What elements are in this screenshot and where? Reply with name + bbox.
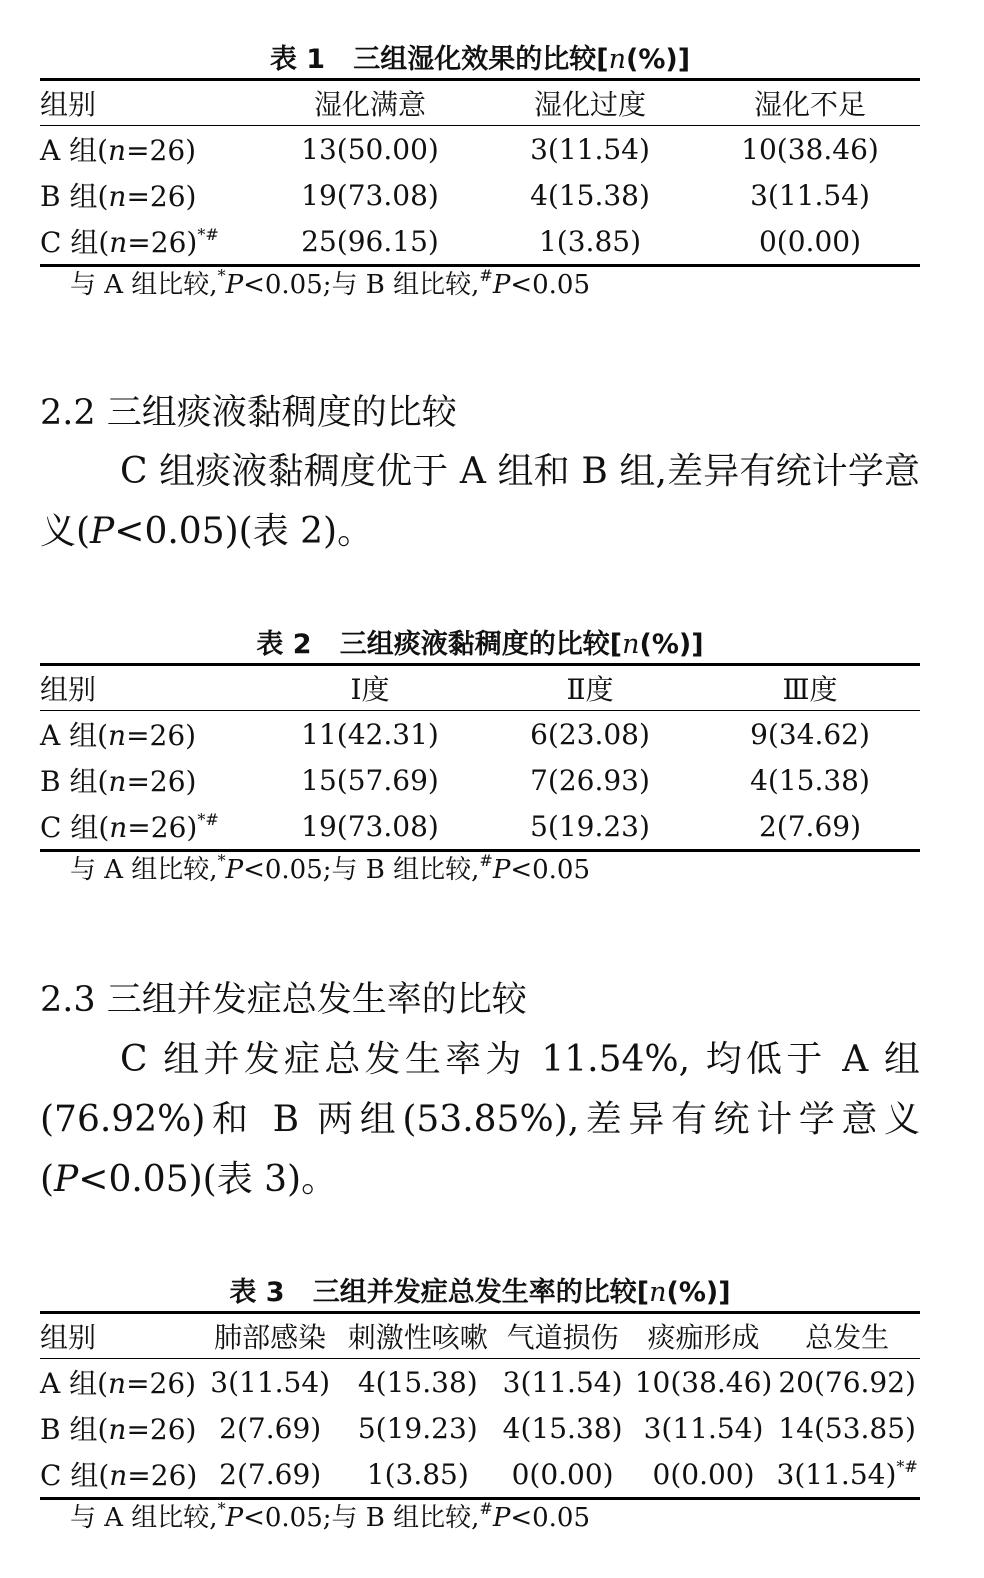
value-cell: 0(0.00) [511, 1457, 614, 1491]
value-cell: 7(26.93) [530, 763, 650, 797]
table3-header-cell: 组别 [40, 1313, 197, 1359]
section22-paragraph: C 组痰液黏稠度优于 A 组和 B 组,差异有统计学意义(P<0.05)(表 2)。 [40, 451, 920, 552]
value-cell: 20(76.92) [778, 1365, 916, 1399]
value-cell: 9(34.62) [750, 717, 870, 751]
table2-header-cell: Ⅰ度 [260, 665, 480, 711]
value-cell: 4(15.38) [502, 1411, 623, 1445]
table1-header-cell: 湿化不足 [700, 80, 920, 126]
value-cell: 2(7.69) [219, 1411, 322, 1445]
value-cell: 10(38.46) [741, 132, 879, 166]
table2-header-row [40, 665, 920, 711]
table1-block [40, 42, 920, 303]
value-cell: 2(7.69) [219, 1457, 322, 1491]
group-cell: B 组(n=26) [40, 180, 197, 213]
group-cell: C 组(n=26)*# [40, 225, 219, 259]
table3-header-cell: 痰痂形成 [633, 1313, 775, 1359]
table2 [40, 663, 920, 852]
table-row [40, 1359, 920, 1406]
table2-note: 与 A 组比较,*P<0.05;与 B 组比较,#P<0.05 [70, 851, 591, 885]
table1-caption [40, 42, 920, 78]
value-cell: 0(0.00) [652, 1457, 755, 1491]
value-cell: 5(19.23) [530, 809, 650, 843]
table-row [40, 1405, 920, 1451]
value-cell: 13(50.00) [301, 132, 439, 166]
value-cell: 11(42.31) [301, 717, 439, 751]
table-row [40, 803, 920, 851]
table3-header-row [40, 1313, 920, 1359]
table-row [40, 711, 920, 758]
table1 [40, 78, 920, 267]
value-cell: 3(11.54) [643, 1411, 764, 1445]
group-cell: B 组(n=26) [40, 1413, 197, 1446]
table-row [40, 1451, 920, 1499]
value-cell: 1(3.85) [366, 1457, 469, 1491]
table-row [40, 218, 920, 266]
table3-caption: 表 3 三组并发症总发生率的比较[n(%)] [229, 1277, 731, 1308]
table-row [40, 172, 920, 218]
value-cell: 1(3.85) [538, 224, 641, 258]
table3-header-cell: 刺激性咳嗽 [343, 1313, 492, 1359]
value-cell: 10(38.46) [634, 1365, 773, 1399]
value-cell: 4(15.38) [750, 763, 870, 797]
value-cell: 3(11.54) [750, 178, 870, 212]
group-cell: A 组(n=26) [40, 134, 197, 167]
value-cell: 3(11.54)*# [776, 1456, 918, 1491]
table3-header-cell: 总发生 [774, 1313, 920, 1359]
value-cell: 25(96.15) [301, 224, 439, 258]
section22-heading: 2.2 三组痰液黏稠度的比较 [40, 393, 457, 433]
value-cell: 3(11.54) [210, 1365, 331, 1399]
table1-header-cell: 湿化过度 [480, 80, 700, 126]
group-cell: C 组(n=26)*# [40, 810, 219, 844]
value-cell: 14(53.85) [778, 1411, 916, 1445]
group-cell: A 组(n=26) [40, 1367, 197, 1400]
table1-caption-n: n [608, 44, 627, 75]
table3-header-cell: 气道损伤 [492, 1313, 632, 1359]
table2-header-cell: Ⅲ度 [700, 665, 920, 711]
table3-header-cell: 肺部感染 [197, 1313, 343, 1359]
table2-header-cell: Ⅱ度 [480, 665, 700, 711]
table3-note: 与 A 组比较,*P<0.05;与 B 组比较,#P<0.05 [70, 1499, 591, 1533]
value-cell: 19(73.08) [301, 809, 439, 843]
table2-block [40, 627, 920, 888]
group-cell: B 组(n=26) [40, 765, 197, 798]
table3-block [40, 1275, 920, 1536]
table1-header-cell: 湿化满意 [260, 80, 480, 126]
table2-header-cell: 组别 [40, 665, 260, 711]
table1-caption-tail: (%)] [626, 44, 691, 75]
table1-caption-text: 三组湿化效果的比较[ [353, 44, 609, 75]
value-cell: 3(11.54) [530, 132, 650, 166]
value-cell: 19(73.08) [301, 178, 439, 212]
section23-paragraph: C 组并发症总发生率为 11.54%, 均低于 A 组(76.92%)和 B 两组(53.85%),差异有统计学意义(P<0.05)(表 3)。 [40, 1039, 920, 1200]
table-row [40, 126, 920, 173]
value-cell: 4(15.38) [530, 178, 650, 212]
value-cell: 15(57.69) [301, 763, 439, 797]
value-cell: 5(19.23) [357, 1411, 478, 1445]
table3 [40, 1311, 920, 1500]
table1-caption-label: 表 1 [269, 44, 326, 75]
value-cell: 2(7.69) [758, 809, 861, 843]
value-cell: 3(11.54) [502, 1365, 623, 1399]
group-cell: A 组(n=26) [40, 719, 197, 752]
table2-caption: 表 2 三组痰液黏稠度的比较[n(%)] [256, 629, 704, 660]
value-cell: 4(15.38) [357, 1365, 478, 1399]
value-cell: 6(23.08) [530, 717, 650, 751]
table1-header-cell: 组别 [40, 80, 260, 126]
group-cell: C 组(n=26) [40, 1459, 198, 1492]
table1-note: 与 A 组比较,*P<0.05;与 B 组比较,#P<0.05 [70, 266, 591, 300]
section23-heading: 2.3 三组并发症总发生率的比较 [40, 980, 527, 1020]
table-row [40, 757, 920, 803]
table1-header-row [40, 80, 920, 126]
value-cell: 0(0.00) [758, 224, 861, 258]
